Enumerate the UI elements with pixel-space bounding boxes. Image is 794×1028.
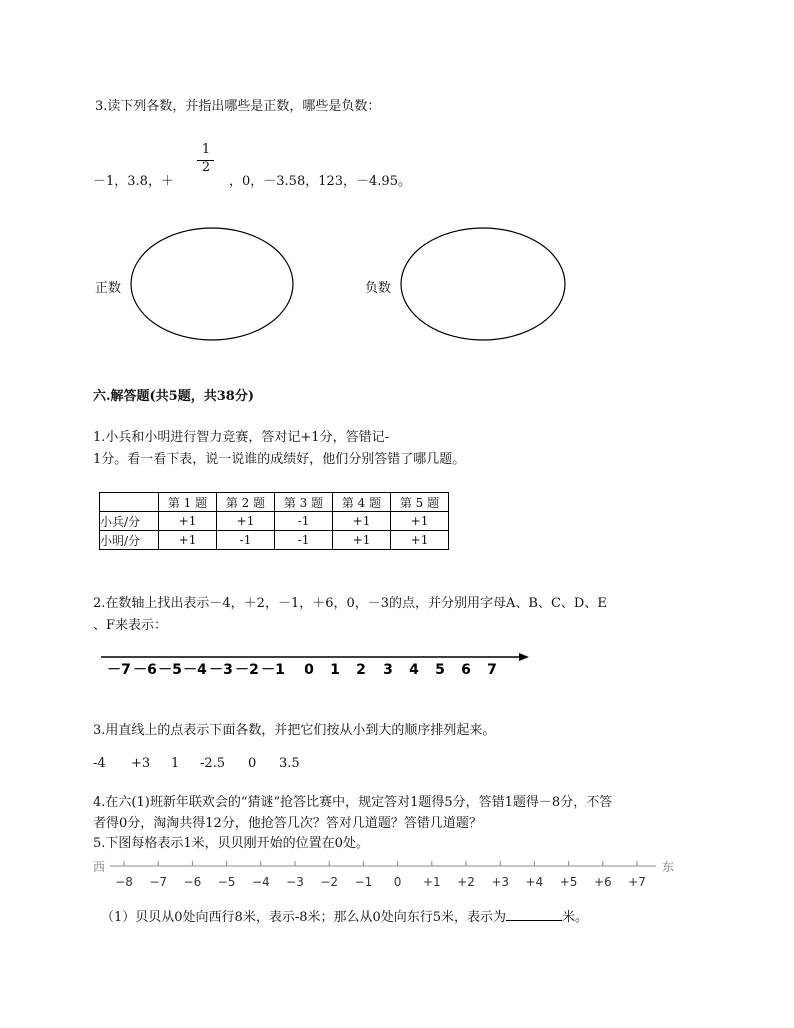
question-3-read-title: 3.读下列各数，并指出哪些是正数，哪些是负数： xyxy=(95,99,381,114)
section-6-heading: 六.解答题(共5题，共38分) xyxy=(93,389,254,404)
number-line-2-label: −2 xyxy=(320,875,339,889)
positive-label: 正数 xyxy=(95,281,122,296)
table-header-cell: 第 4 题 xyxy=(333,493,391,512)
number-line-1-label: 5 xyxy=(435,662,445,678)
number-line-1-label: －6 xyxy=(133,662,157,678)
table-cell: 小兵/分 xyxy=(100,512,159,531)
number-line-1-label: 2 xyxy=(356,662,366,678)
question-5-sub-1-text: （1）贝贝从0处向西行8米，表示-8米；那么从0处向东行5米，表示为 xyxy=(101,910,507,925)
number-line-1-label: －7 xyxy=(107,662,131,678)
numbers-list-end: ，0，－3.58，123，－4.95。 xyxy=(229,174,411,189)
answer-blank[interactable] xyxy=(506,908,562,921)
question-5-sub-1-unit: 米。 xyxy=(562,910,589,925)
east-label: 东 xyxy=(662,860,675,874)
fraction-denominator: 2 xyxy=(201,160,211,175)
number-line-2-label: +4 xyxy=(525,875,544,889)
number-line-2-label: −6 xyxy=(183,875,202,889)
number-line-1-label: －5 xyxy=(158,662,182,678)
fraction-numerator: 1 xyxy=(201,142,211,157)
number-item: 3.5 xyxy=(279,756,300,771)
table-cell: +1 xyxy=(391,512,449,531)
number-line-2-label: +1 xyxy=(422,875,441,889)
question-2-line-1: 2.在数轴上找出表示－4，＋2，－1，＋6，0，－3的点，并分别用字母A、B、C、D、E xyxy=(93,596,607,611)
number-line-2-label: +7 xyxy=(628,875,646,889)
number-line-2-label: −4 xyxy=(251,875,270,889)
number-item: +3 xyxy=(131,756,151,771)
number-item: 1 xyxy=(171,756,180,771)
number-line-1-label: 3 xyxy=(383,662,393,678)
number-line-1-label: －2 xyxy=(235,662,259,678)
table-cell: +1 xyxy=(333,512,391,531)
question-1-line-1: 1.小兵和小明进行智力竞赛，答对记+1分，答错记- xyxy=(93,430,389,445)
west-label: 西 xyxy=(93,860,106,874)
number-line-2-label: −7 xyxy=(149,875,168,889)
number-line-1-label: 7 xyxy=(487,662,497,678)
number-line-2-label: −1 xyxy=(354,875,373,889)
number-line-2-label: −5 xyxy=(217,875,236,889)
question-1-line-2: 1分。看一看下表，说一说谁的成绩好，他们分别答错了哪几题。 xyxy=(93,452,466,467)
number-item: -4 xyxy=(93,756,106,771)
numbers-list-start: －1，3.8，＋ xyxy=(93,174,174,189)
table-cell: +1 xyxy=(333,531,391,550)
negative-label: 负数 xyxy=(365,281,392,296)
table-cell: 小明/分 xyxy=(100,531,159,550)
number-line-1-label: －4 xyxy=(183,662,207,678)
number-line-2-label: −3 xyxy=(286,875,304,889)
question-4-line-2: 者得0分，淘淘共得12分，他抢答几次？答对几道题？答错几道题？ xyxy=(93,816,482,831)
table-header-cell: 第 3 题 xyxy=(275,493,333,512)
number-line-2-label: +5 xyxy=(559,875,578,889)
table-cell: -1 xyxy=(275,512,333,531)
number-line-1-label: 6 xyxy=(461,662,471,678)
question-5-line-1: 5.下图每格表示1米，贝贝刚开始的位置在0处。 xyxy=(93,836,369,851)
table-cell: +1 xyxy=(159,512,217,531)
number-line-2-label: +6 xyxy=(593,875,612,889)
question-3-line-1: 3.用直线上的点表示下面各数，并把它们按从小到大的顺序排列起来。 xyxy=(93,723,496,738)
question-5-sub-1 xyxy=(101,906,588,925)
table-cell: -1 xyxy=(275,531,333,550)
table-header-cell: 第 5 题 xyxy=(391,493,449,512)
table-cell: +1 xyxy=(159,531,217,550)
number-line-1-label: －1 xyxy=(261,662,285,678)
number-line-1-label: 1 xyxy=(330,662,340,678)
number-line-1-label: 0 xyxy=(304,662,314,678)
question-4-line-1: 4.在六(1)班新年联欢会的“猜谜”抢答比赛中，规定答对1题得5分，答错1题得－8分，不答 xyxy=(93,795,613,810)
table-header-cell: 第 2 题 xyxy=(217,493,275,512)
number-item: 0 xyxy=(248,756,257,771)
number-line-1-label: －3 xyxy=(209,662,233,678)
table-cell: +1 xyxy=(217,512,275,531)
number-line-2-label: −8 xyxy=(115,875,133,889)
number-line-1-label: 4 xyxy=(409,662,419,678)
number-line-2-label: +3 xyxy=(491,875,510,889)
number-item: -2.5 xyxy=(200,756,226,771)
table-cell: -1 xyxy=(217,531,275,550)
number-line-2-label: 0 xyxy=(393,875,402,889)
table-cell: +1 xyxy=(391,531,449,550)
table-header-cell: 第 1 题 xyxy=(159,493,217,512)
question-2-line-2: 、F来表示： xyxy=(93,618,168,633)
number-line-2-label: +2 xyxy=(457,875,475,889)
